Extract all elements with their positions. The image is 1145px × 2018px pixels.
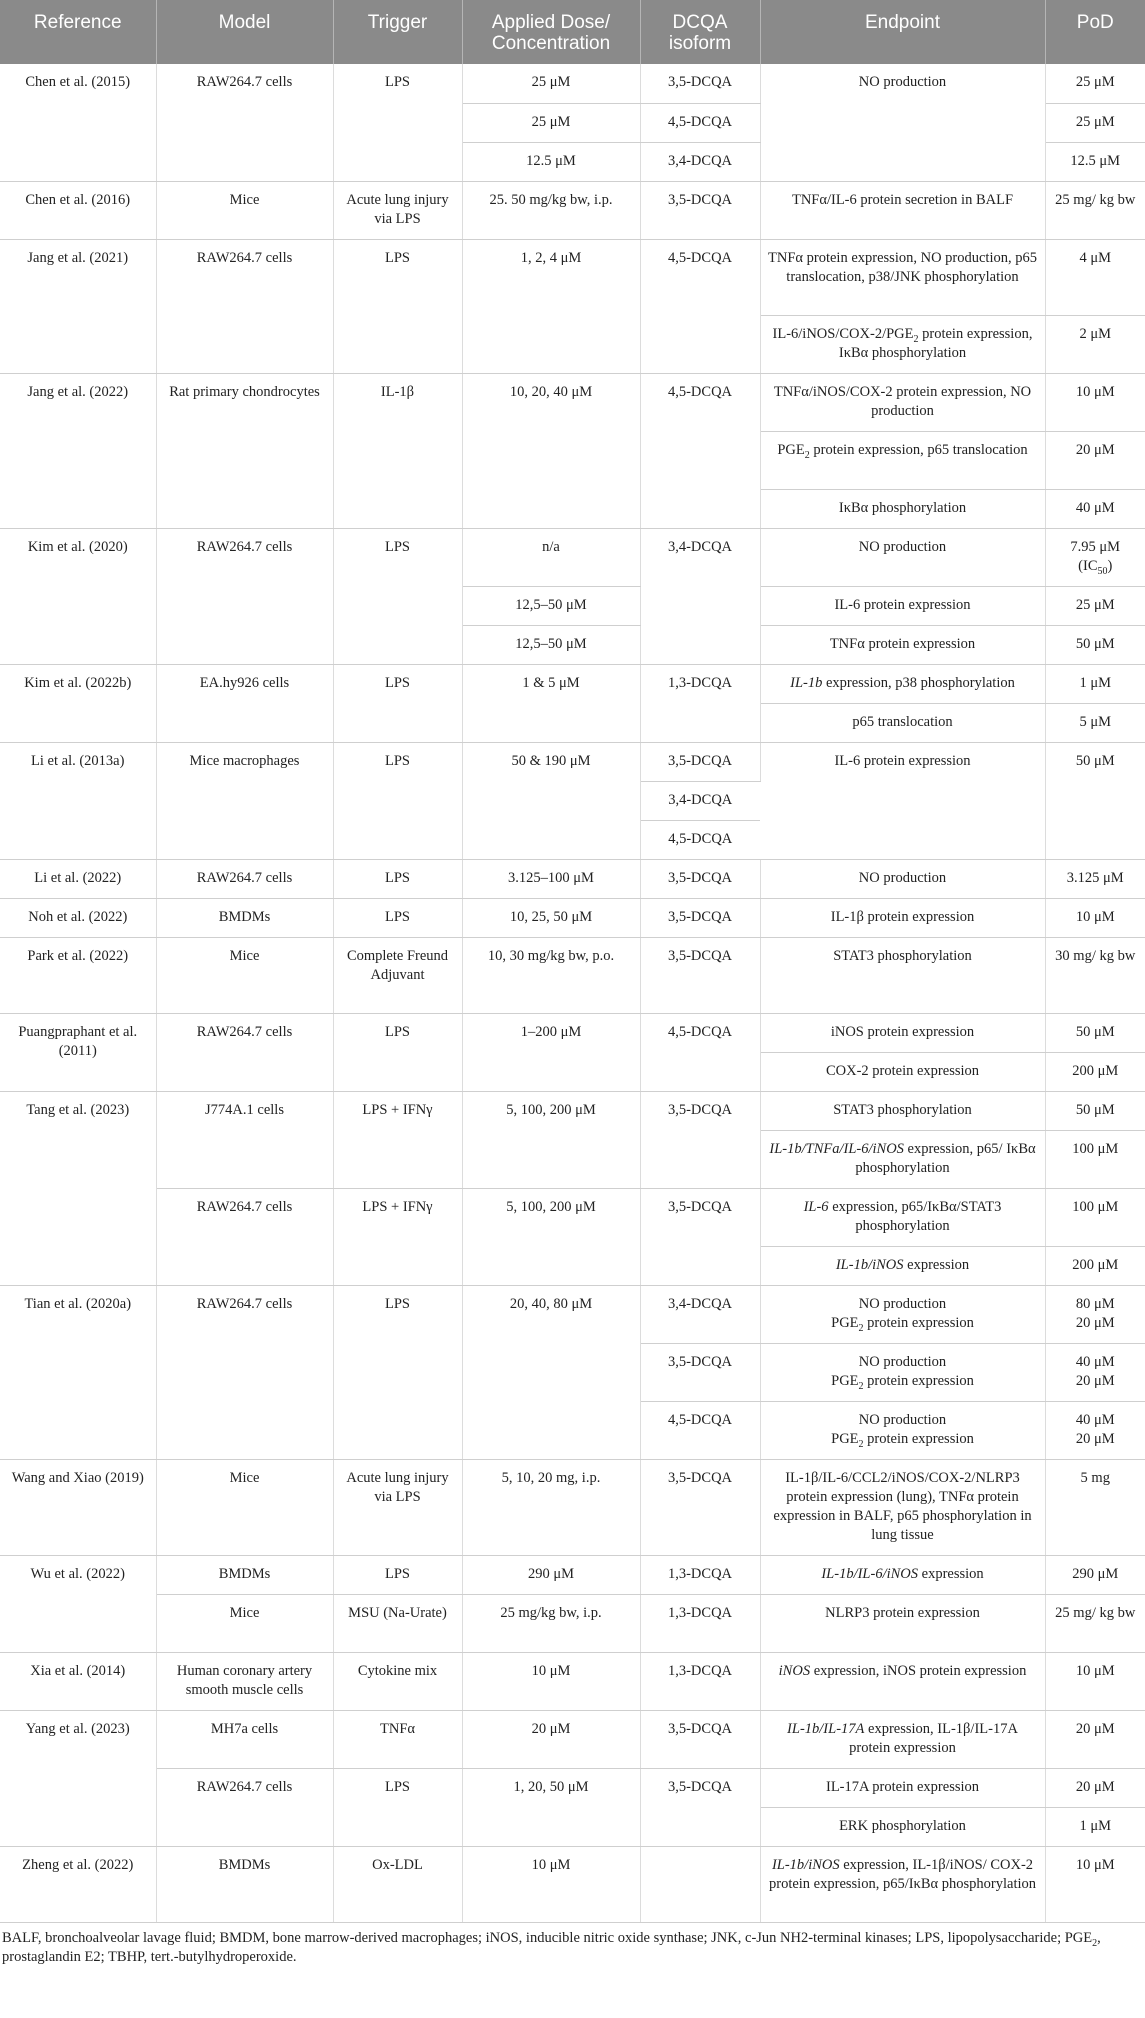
cell-trigger: LPS xyxy=(333,859,462,898)
cell-endpoint: NO production xyxy=(760,528,1045,586)
cell-pod: 50 μM xyxy=(1045,625,1145,664)
cell-isoform: 3,5-DCQA xyxy=(640,742,760,781)
cell-endpoint xyxy=(760,1285,1045,1343)
text-part: PGE xyxy=(777,441,805,458)
cell-trigger: Ox-LDL xyxy=(333,1846,462,1922)
table-row xyxy=(0,898,1145,937)
table-row xyxy=(0,664,1145,703)
text-part: 7.95 μM xyxy=(1070,538,1121,555)
cell-trigger: MSU (Na-Urate) xyxy=(333,1594,462,1652)
cell-pod: 200 μM xyxy=(1045,1052,1145,1091)
text-part: expression, IL-1β/IL-17A protein expression xyxy=(849,1720,1018,1756)
cell-trigger: LPS xyxy=(333,1768,462,1846)
cell-dose: 1–200 μM xyxy=(462,1013,640,1091)
cell-model: BMDMs xyxy=(156,1555,333,1594)
cell-reference: Jang et al. (2021) xyxy=(0,239,156,373)
text-part: 20 μM xyxy=(1075,1430,1115,1447)
cell-model: MH7a cells xyxy=(156,1710,333,1768)
table-row xyxy=(0,859,1145,898)
cell-pod: 25 μM xyxy=(1045,586,1145,625)
text-part: 80 μM xyxy=(1075,1295,1115,1312)
cell-reference: Wu et al. (2022) xyxy=(0,1555,156,1652)
cell-endpoint: p65 translocation xyxy=(760,703,1045,742)
text-part: protein expression xyxy=(863,1430,974,1447)
cell-pod: 200 μM xyxy=(1045,1246,1145,1285)
header-dose: Applied Dose/ Concentration xyxy=(462,0,640,64)
cell-isoform: 3,4-DCQA xyxy=(640,142,760,181)
cell-endpoint: IL-6 protein expression xyxy=(760,742,1045,859)
cell-reference: Li et al. (2013a) xyxy=(0,742,156,859)
cell-trigger: LPS xyxy=(333,898,462,937)
cell-pod: 20 μM xyxy=(1045,1710,1145,1768)
cell-model: J774A.1 cells xyxy=(156,1091,333,1188)
cell-reference: Chen et al. (2016) xyxy=(0,181,156,239)
cell-isoform: 3,5-DCQA xyxy=(640,1768,760,1846)
cell-pod: 5 mg xyxy=(1045,1459,1145,1555)
header-pod: PoD xyxy=(1045,0,1145,64)
cell-isoform xyxy=(640,1846,760,1922)
cell-pod: 100 μM xyxy=(1045,1188,1145,1246)
cell-endpoint xyxy=(760,1555,1045,1594)
cell-endpoint: ERK phosphorylation xyxy=(760,1807,1045,1846)
header-row xyxy=(0,0,1145,64)
cell-endpoint xyxy=(760,1401,1045,1459)
table-row xyxy=(0,1091,1145,1130)
cell-model: RAW264.7 cells xyxy=(156,1285,333,1459)
cell-model: Human coronary artery smooth muscle cells xyxy=(156,1652,333,1710)
cell-pod: 3.125 μM xyxy=(1045,859,1145,898)
cell-endpoint: TNFα protein expression, NO production, p65 translocation, p38/JNK phosphorylation xyxy=(760,239,1045,315)
cell-isoform: 4,5-DCQA xyxy=(640,103,760,142)
cell-pod: 10 μM xyxy=(1045,373,1145,431)
cell-pod xyxy=(1045,528,1145,586)
cell-isoform: 1,3-DCQA xyxy=(640,1652,760,1710)
subscript: 2 xyxy=(1092,1937,1098,1949)
subscript: 2 xyxy=(913,333,919,345)
text-part: 40 μM xyxy=(1075,1411,1115,1428)
cell-trigger: LPS xyxy=(333,1285,462,1459)
cell-isoform: 3,5-DCQA xyxy=(640,859,760,898)
cell-endpoint xyxy=(760,1130,1045,1188)
cell-dose: 10, 25, 50 μM xyxy=(462,898,640,937)
text-part: expression xyxy=(918,1565,984,1582)
cell-isoform: 3,5-DCQA xyxy=(640,1188,760,1285)
cell-endpoint xyxy=(760,1652,1045,1710)
text-part: expression, p65/ IκBα phosphorylation xyxy=(855,1140,1036,1176)
cell-pod: 12.5 μM xyxy=(1045,142,1145,181)
cell-model: RAW264.7 cells xyxy=(156,859,333,898)
header-trigger: Trigger xyxy=(333,0,462,64)
cell-reference: Tian et al. (2020a) xyxy=(0,1285,156,1459)
cell-endpoint: TNFα protein expression xyxy=(760,625,1045,664)
header-endpoint: Endpoint xyxy=(760,0,1045,64)
cell-isoform: 4,5-DCQA xyxy=(640,820,760,859)
text-part: expression, p38 phosphorylation xyxy=(822,674,1015,691)
cell-isoform: 3,5-DCQA xyxy=(640,1459,760,1555)
cell-pod: 1 μM xyxy=(1045,1807,1145,1846)
cell-pod: 5 μM xyxy=(1045,703,1145,742)
cell-model: RAW264.7 cells xyxy=(156,64,333,181)
cell-trigger: TNFα xyxy=(333,1710,462,1768)
cell-reference: Jang et al. (2022) xyxy=(0,373,156,528)
cell-pod: 100 μM xyxy=(1045,1130,1145,1188)
cell-isoform: 3,5-DCQA xyxy=(640,1091,760,1188)
gene-name: IL-1b/IL-17A xyxy=(787,1720,865,1737)
cell-endpoint: NLRP3 protein expression xyxy=(760,1594,1045,1652)
cell-pod: 10 μM xyxy=(1045,1652,1145,1710)
text-part: IL-6/iNOS/COX-2/PGE xyxy=(772,325,914,342)
cell-dose: 20, 40, 80 μM xyxy=(462,1285,640,1459)
cell-model: EA.hy926 cells xyxy=(156,664,333,742)
cell-model: Mice xyxy=(156,1594,333,1652)
cell-endpoint xyxy=(760,1343,1045,1401)
cell-pod: 2 μM xyxy=(1045,315,1145,373)
cell-isoform: 3,4-DCQA xyxy=(640,1285,760,1343)
table-row xyxy=(0,1285,1145,1343)
cell-model: Rat primary chondrocytes xyxy=(156,373,333,528)
text-part: protein expression, p65 translocation xyxy=(809,441,1028,458)
cell-pod: 25 μM xyxy=(1045,64,1145,103)
subscript: 2 xyxy=(858,1322,864,1334)
table-row xyxy=(0,64,1145,103)
cell-trigger: Complete Freund Adjuvant xyxy=(333,937,462,1013)
cell-reference: Zheng et al. (2022) xyxy=(0,1846,156,1922)
table-row xyxy=(0,1710,1145,1768)
table-row xyxy=(0,1768,1145,1807)
cell-isoform: 3,5-DCQA xyxy=(640,1343,760,1401)
cell-dose: 10 μM xyxy=(462,1652,640,1710)
text-part: protein expression xyxy=(863,1372,974,1389)
text-part: , prostaglandin E2; TBHP, tert.-butylhydroperoxide. xyxy=(2,1929,1101,1965)
cell-dose: 290 μM xyxy=(462,1555,640,1594)
cell-trigger: LPS xyxy=(333,239,462,373)
cell-pod: 290 μM xyxy=(1045,1555,1145,1594)
cell-dose: 10, 30 mg/kg bw, p.o. xyxy=(462,937,640,1013)
cell-trigger: IL-1β xyxy=(333,373,462,528)
cell-reference: Tang et al. (2023) xyxy=(0,1091,156,1285)
cell-trigger: LPS xyxy=(333,742,462,859)
text-part: 20 μM xyxy=(1075,1372,1115,1389)
header-isoform: DCQA isoform xyxy=(640,0,760,64)
cell-isoform: 1,3-DCQA xyxy=(640,1555,760,1594)
cell-dose: 1, 2, 4 μM xyxy=(462,239,640,373)
cell-isoform: 4,5-DCQA xyxy=(640,373,760,528)
cell-endpoint: STAT3 phosphorylation xyxy=(760,1091,1045,1130)
cell-endpoint: IL-1β protein expression xyxy=(760,898,1045,937)
cell-endpoint: IκBα phosphorylation xyxy=(760,489,1045,528)
cell-model: RAW264.7 cells xyxy=(156,528,333,664)
cell-dose: 10 μM xyxy=(462,1846,640,1922)
cell-isoform: 3,5-DCQA xyxy=(640,1710,760,1768)
cell-model: RAW264.7 cells xyxy=(156,239,333,373)
cell-dose: 10, 20, 40 μM xyxy=(462,373,640,528)
gene-name: iNOS xyxy=(778,1662,811,1679)
cell-isoform: 4,5-DCQA xyxy=(640,239,760,373)
table-row xyxy=(0,528,1145,586)
cell-dose: 5, 100, 200 μM xyxy=(462,1188,640,1285)
text-part: 40 μM xyxy=(1075,1353,1115,1370)
cell-trigger: Acute lung injury via LPS xyxy=(333,1459,462,1555)
table-row xyxy=(0,1188,1145,1246)
cell-reference: Chen et al. (2015) xyxy=(0,64,156,181)
text-part: protein expression, IκBα phosphorylation xyxy=(838,325,1033,361)
cell-pod: 1 μM xyxy=(1045,664,1145,703)
cell-trigger: LPS xyxy=(333,64,462,181)
cell-pod: 10 μM xyxy=(1045,1846,1145,1922)
cell-endpoint xyxy=(760,1846,1045,1922)
cell-isoform: 3,4-DCQA xyxy=(640,781,760,820)
cell-trigger: Acute lung injury via LPS xyxy=(333,181,462,239)
text-part: BALF, bronchoalveolar lavage fluid; BMDM, bone marrow-derived macrophages; iNOS, inducible nitric oxide synthase; JNK, c-Jun NH2-terminal kinases; LPS, lipopolysaccharide; PGE xyxy=(2,1929,1093,1946)
cell-pod: 40 μM xyxy=(1045,489,1145,528)
cell-pod xyxy=(1045,1401,1145,1459)
cell-dose: 50 & 190 μM xyxy=(462,742,640,859)
text-part: PGE xyxy=(831,1430,859,1447)
cell-dose: 1, 20, 50 μM xyxy=(462,1768,640,1846)
cell-pod: 25 mg/ kg bw xyxy=(1045,181,1145,239)
table-row xyxy=(0,1555,1145,1594)
cell-pod: 30 mg/ kg bw xyxy=(1045,937,1145,1013)
subscript: 2 xyxy=(858,1438,864,1450)
table-footnote xyxy=(0,1923,1144,1967)
cell-pod: 25 μM xyxy=(1045,103,1145,142)
cell-pod: 4 μM xyxy=(1045,239,1145,315)
cell-dose: 12,5–50 μM xyxy=(462,586,640,625)
cell-endpoint: iNOS protein expression xyxy=(760,1013,1045,1052)
cell-dose: 5, 100, 200 μM xyxy=(462,1091,640,1188)
cell-isoform: 3,4-DCQA xyxy=(640,528,760,664)
cell-pod xyxy=(1045,1285,1145,1343)
table-row xyxy=(0,1846,1145,1922)
cell-dose: 3.125–100 μM xyxy=(462,859,640,898)
cell-endpoint: TNFα/iNOS/COX-2 protein expression, NO production xyxy=(760,373,1045,431)
cell-pod: 50 μM xyxy=(1045,1091,1145,1130)
cell-trigger: LPS + IFNγ xyxy=(333,1188,462,1285)
table-row xyxy=(0,1013,1145,1052)
table-row xyxy=(0,1459,1145,1555)
table-row xyxy=(0,373,1145,431)
text-part: protein expression xyxy=(863,1314,974,1331)
cell-model: Mice xyxy=(156,181,333,239)
header-reference: Reference xyxy=(0,0,156,64)
cell-reference: Wang and Xiao (2019) xyxy=(0,1459,156,1555)
cell-trigger: LPS xyxy=(333,1013,462,1091)
cell-reference: Yang et al. (2023) xyxy=(0,1710,156,1846)
cell-model: RAW264.7 cells xyxy=(156,1188,333,1285)
gene-name: IL-1b/iNOS xyxy=(835,1256,904,1273)
cell-model: RAW264.7 cells xyxy=(156,1013,333,1091)
cell-endpoint xyxy=(760,664,1045,703)
cell-endpoint: COX-2 protein expression xyxy=(760,1052,1045,1091)
text-part: ) xyxy=(1107,557,1113,574)
cell-reference: Xia et al. (2014) xyxy=(0,1652,156,1710)
cell-pod: 25 mg/ kg bw xyxy=(1045,1594,1145,1652)
cell-dose: 25 mg/kg bw, i.p. xyxy=(462,1594,640,1652)
cell-isoform: 3,5-DCQA xyxy=(640,937,760,1013)
text-part: NO production xyxy=(858,1295,947,1312)
cell-reference: Puangpraphant et al. (2011) xyxy=(0,1013,156,1091)
cell-model: Mice xyxy=(156,1459,333,1555)
cell-trigger: LPS xyxy=(333,664,462,742)
cell-reference: Kim et al. (2020) xyxy=(0,528,156,664)
table-row xyxy=(0,1594,1145,1652)
table-row xyxy=(0,239,1145,315)
cell-endpoint xyxy=(760,1710,1045,1768)
cell-isoform: 3,5-DCQA xyxy=(640,898,760,937)
cell-model: BMDMs xyxy=(156,898,333,937)
table-row xyxy=(0,742,1145,781)
cell-dose: n/a xyxy=(462,528,640,586)
subscript: 2 xyxy=(858,1380,864,1392)
cell-trigger: Cytokine mix xyxy=(333,1652,462,1710)
text-part: NO production xyxy=(858,1411,947,1428)
cell-endpoint xyxy=(760,1188,1045,1246)
cell-endpoint: NO production xyxy=(760,859,1045,898)
cell-isoform: 3,5-DCQA xyxy=(640,181,760,239)
cell-reference: Noh et al. (2022) xyxy=(0,898,156,937)
text-part: expression xyxy=(903,1256,970,1273)
cell-endpoint: NO production xyxy=(760,64,1045,181)
cell-model: RAW264.7 cells xyxy=(156,1768,333,1846)
cell-isoform: 1,3-DCQA xyxy=(640,1594,760,1652)
cell-pod: 20 μM xyxy=(1045,431,1145,489)
cell-reference: Li et al. (2022) xyxy=(0,859,156,898)
cell-pod: 50 μM xyxy=(1045,1013,1145,1052)
cell-dose: 5, 10, 20 mg, i.p. xyxy=(462,1459,640,1555)
cell-isoform: 4,5-DCQA xyxy=(640,1013,760,1091)
gene-name: IL-1b/TNFa/IL-6/iNOS xyxy=(769,1140,904,1157)
gene-name: IL-1b/IL-6/iNOS xyxy=(821,1565,919,1582)
cell-trigger: LPS xyxy=(333,528,462,664)
cell-dose: 25. 50 mg/kg bw, i.p. xyxy=(462,181,640,239)
cell-reference: Kim et al. (2022b) xyxy=(0,664,156,742)
cell-model: Mice macrophages xyxy=(156,742,333,859)
cell-trigger: LPS xyxy=(333,1555,462,1594)
cell-pod: 20 μM xyxy=(1045,1768,1145,1807)
subscript: 50 xyxy=(1097,565,1108,577)
table-row xyxy=(0,1652,1145,1710)
text-part: NO production xyxy=(858,1353,947,1370)
text-part: expression, p65/IκBα/STAT3 phosphorylation xyxy=(828,1198,1002,1234)
cell-trigger: LPS + IFNγ xyxy=(333,1091,462,1188)
text-part: PGE xyxy=(831,1372,859,1389)
header-model: Model xyxy=(156,0,333,64)
cell-pod xyxy=(1045,1343,1145,1401)
cell-endpoint: TNFα/IL-6 protein secretion in BALF xyxy=(760,181,1045,239)
cell-dose: 25 μM xyxy=(462,64,640,103)
table-row xyxy=(0,181,1145,239)
cell-endpoint xyxy=(760,1246,1045,1285)
cell-isoform: 3,5-DCQA xyxy=(640,64,760,103)
cell-dose: 12,5–50 μM xyxy=(462,625,640,664)
gene-name: IL-1b xyxy=(790,674,823,691)
text-part: expression, iNOS protein expression xyxy=(810,1662,1027,1679)
cell-model: Mice xyxy=(156,937,333,1013)
cell-dose: 20 μM xyxy=(462,1710,640,1768)
text-part: 20 μM xyxy=(1075,1314,1115,1331)
cell-isoform: 4,5-DCQA xyxy=(640,1401,760,1459)
table-row xyxy=(0,937,1145,1013)
cell-endpoint: IL-17A protein expression xyxy=(760,1768,1045,1807)
gene-name: IL-6 xyxy=(803,1198,829,1215)
cell-isoform: 1,3-DCQA xyxy=(640,664,760,742)
cell-endpoint: IL-6 protein expression xyxy=(760,586,1045,625)
cell-reference: Park et al. (2022) xyxy=(0,937,156,1013)
cell-pod: 10 μM xyxy=(1045,898,1145,937)
cell-endpoint xyxy=(760,431,1045,489)
subscript: 2 xyxy=(804,449,810,461)
cell-pod: 50 μM xyxy=(1045,742,1145,859)
cell-endpoint xyxy=(760,315,1045,373)
text-part: PGE xyxy=(831,1314,859,1331)
cell-endpoint: STAT3 phosphorylation xyxy=(760,937,1045,1013)
text-part: (IC xyxy=(1078,557,1098,574)
gene-name: IL-1b/iNOS xyxy=(771,1856,840,1873)
cell-model: BMDMs xyxy=(156,1846,333,1922)
text-part: expression, IL-1β/iNOS/ COX-2 protein expression, p65/IκBα phosphorylation xyxy=(768,1856,1036,1892)
cell-dose: 12.5 μM xyxy=(462,142,640,181)
cell-endpoint: IL-1β/IL-6/CCL2/iNOS/COX-2/NLRP3 protein expression (lung), TNFα protein expression in BALF, p65 phosphorylation in lung tissue xyxy=(760,1459,1045,1555)
cell-dose: 1 & 5 μM xyxy=(462,664,640,742)
cell-dose: 25 μM xyxy=(462,103,640,142)
